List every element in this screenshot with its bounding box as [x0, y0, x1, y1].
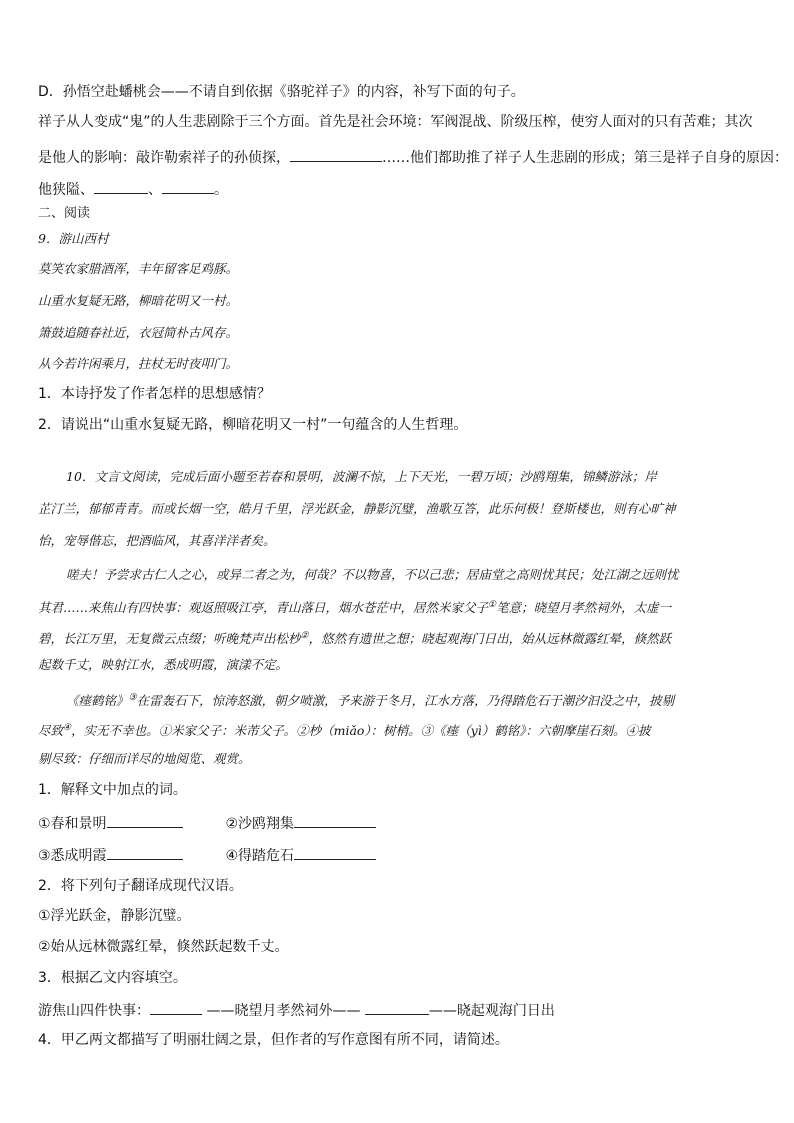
q10-passage-line	[66, 688, 756, 711]
passage-text: 《瘗鹤铭》	[66, 693, 129, 709]
passage-text: 尽致	[38, 723, 64, 739]
passage-text: 在雷轰石下，惊涛怒激，朝夕喷激，予来游于冬月，江水方落，乃得踏危石于潮汐汩没之中，披剔	[136, 693, 675, 709]
poem-line: 箫鼓追随春社近，衣冠简朴古风存。	[38, 325, 239, 340]
part-d-text-d: 、	[148, 182, 162, 198]
q10-passage-line: 剔尽致：仔细而详尽的地阅览、观赏。	[38, 751, 251, 766]
passage-text: 其君……来焦山有四快事：观返照吸江亭，青山落日，烟水苍茫中，居然米家父子	[38, 600, 489, 616]
answer-blank[interactable]	[107, 844, 183, 860]
answer-blank[interactable]	[294, 812, 376, 828]
poem-line: 山重水复疑无路，柳暗花明又一村。	[38, 293, 239, 308]
fill-text: 游焦山四件快事：	[38, 1003, 150, 1019]
passage-text: ，悠然有遗世之想；晓起观海门日出，始从远林微露红晕，倏然跃	[308, 631, 672, 647]
answer-blank[interactable]	[365, 999, 429, 1015]
part-d-text-b: ……他们都助推了祥子人生悲剧的形成；第三是祥子自身的原因：	[382, 150, 788, 166]
footnote-mark: ①	[488, 600, 497, 610]
q10-passage-line: 芷汀兰，郁郁青青。而或长烟一空，皓月千里，浮光跃金，静影沉璧，渔歌互答，此乐何极！登斯楼也，则有心旷神	[38, 501, 676, 516]
translate-item: ②始从远林微露红晕，倏然跃起数千丈。	[38, 939, 289, 955]
q9-question-1: 1．本诗抒发了作者怎样的思想感情？	[38, 386, 271, 402]
answer-blank-2[interactable]	[94, 178, 148, 194]
q10-passage-line: 10．文言文阅读，完成后面小题至若春和景明，波澜不惊，上下天光，一碧万顷；沙鸥翔集，锦鳞游泳；岸	[66, 469, 657, 484]
answer-blank[interactable]	[107, 812, 183, 828]
part-d-text-line-3	[38, 178, 756, 200]
q10-passage-line: 嗟夫！予尝求古仁人之心，或异二者之为，何哉？不以物喜，不以己悲；居庙堂之高则忧其民；处江湖之远则忧	[66, 567, 679, 582]
q10-passage-line: 起数千丈，映射江水，悉成明霞，演漾不定。	[38, 657, 289, 672]
q9-title: 9．游山西村	[38, 231, 109, 246]
word-item: ④得踏危石	[225, 848, 295, 864]
word-item: ①春和景明	[38, 816, 107, 832]
part-d-prompt: D．孙悟空赴蟠桃会——不请自到依据《骆驼祥子》的内容，补写下面的句子。	[38, 84, 525, 100]
poem-line: 从今若许闲乘月，拄杖无时夜叩门。	[38, 356, 239, 371]
translate-item: ①浮光跃金，静影沉璧。	[38, 908, 191, 924]
part-d-text-a: 是他人的影响：敲诈勒索祥子的孙侦探，	[38, 150, 290, 166]
q10-sub-1-row-2	[38, 844, 756, 866]
word-item: ③悉成明霞	[38, 848, 107, 864]
q10-passage-line: 怡，宠辱偕忘，把酒临风，其喜洋洋者矣。	[38, 533, 276, 548]
q10-sub-1-row-1	[38, 812, 756, 834]
passage-text: ，实无不幸也。①米家父子：米芾父子。②杪（miǎo）：树梢。③《瘗（yì）鹤铭》：六朝摩崖石刻。④披	[71, 723, 651, 739]
footnote-mark: ②	[300, 631, 309, 641]
footnote-mark: ③	[128, 693, 137, 703]
q10-passage-line	[38, 595, 756, 618]
fill-text: ——晓起观海门日出	[428, 1003, 555, 1019]
part-d-text-e: 。	[214, 182, 228, 198]
passage-text: 碧，长江万里，无复微云点缀；听晚梵声出松杪	[38, 631, 301, 647]
section-heading: 二、阅读	[38, 206, 91, 221]
answer-blank[interactable]	[150, 999, 202, 1015]
part-d-text-line-1: 祥子从人变成“鬼”的人生悲剧除于三个方面。首先是社会环境：军阀混战、阶级压榨，使穷人面对的只有苦难；其次	[38, 114, 753, 130]
answer-blank-1[interactable]	[290, 146, 382, 162]
word-item: ②沙鸥翔集	[225, 816, 295, 832]
q10-sub-1-title: 1．解释文中加点的词。	[38, 782, 187, 798]
answer-blank[interactable]	[294, 844, 376, 860]
q10-sub-3-title: 3．根据乙文内容填空。	[38, 970, 187, 986]
q9-question-2: 2．请说出“山重水复疑无路，柳暗花明又一村”一句蕴含的人生哲理。	[38, 417, 468, 433]
q10-passage-line	[38, 718, 756, 741]
q10-passage-line	[38, 626, 756, 649]
poem-line: 莫笑农家腊酒浑，丰年留客足鸡豚。	[38, 261, 239, 276]
part-d-text-line-2	[38, 146, 788, 168]
answer-blank-3[interactable]	[162, 178, 214, 194]
part-d-text-c: 他狭隘、	[38, 182, 94, 198]
passage-text: 笔意；晓望月孝然祠外，太虚一	[496, 600, 672, 616]
q10-sub-2-title: 2．将下列句子翻译成现代汉语。	[38, 878, 243, 894]
q10-sub-3-fill	[38, 999, 756, 1021]
fill-text: ——晓望月孝然祠外——	[206, 1003, 361, 1019]
footnote-mark: ④	[63, 723, 72, 733]
q10-sub-4: 4．甲乙两文都描写了明丽壮阔之景，但作者的写作意图有所不同，请简述。	[38, 1032, 509, 1048]
